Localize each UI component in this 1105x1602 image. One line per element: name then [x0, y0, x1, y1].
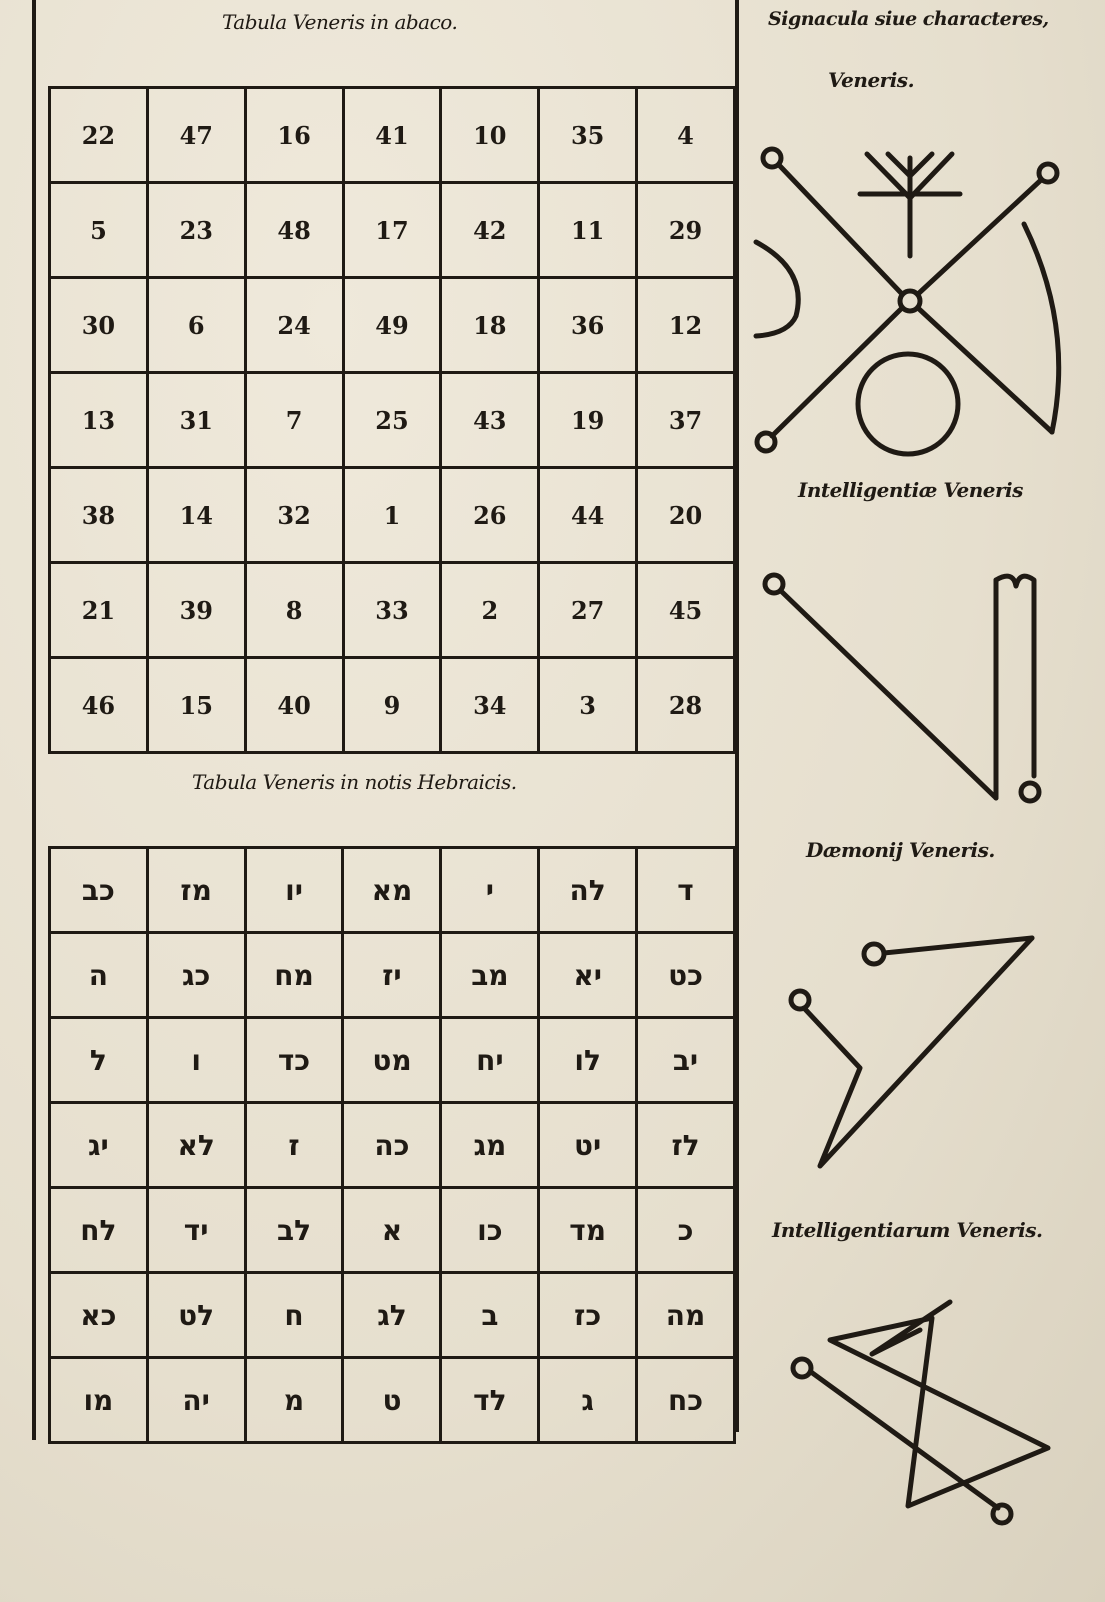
hebraic-cell: ג [539, 1358, 637, 1443]
abaco-row [50, 373, 735, 468]
intelligentiae-heading: Intelligentiæ Veneris [798, 478, 1023, 502]
hebraic-cell: כב [50, 848, 148, 933]
hebraic-cell: לט [147, 1273, 245, 1358]
hebraic-cell: ו [147, 1018, 245, 1103]
hebraic-cell: יא [539, 933, 637, 1018]
hebraic-cell: מח [245, 933, 343, 1018]
abaco-cell: 31 [147, 373, 245, 468]
abaco-cell: 4 [637, 88, 735, 183]
hebraic-row [50, 1018, 735, 1103]
abaco-row [50, 468, 735, 563]
hebraic-cell: מו [50, 1358, 148, 1443]
hebraic-cell: יח [441, 1018, 539, 1103]
hebraic-cell: כז [539, 1273, 637, 1358]
abaco-title: Tabula Veneris in abaco. [222, 10, 458, 34]
hebraic-row [50, 1188, 735, 1273]
abaco-cell: 43 [441, 373, 539, 468]
hebraic-cell: מא [343, 848, 441, 933]
abaco-cell: 11 [539, 183, 637, 278]
abaco-cell: 42 [441, 183, 539, 278]
hebraic-cell: כו [441, 1188, 539, 1273]
abaco-cell: 16 [245, 88, 343, 183]
abaco-cell: 28 [637, 658, 735, 753]
abaco-cell: 46 [50, 658, 148, 753]
hebraic-cell: כ [637, 1188, 735, 1273]
intelligences-seal-icon [790, 1296, 1070, 1546]
abaco-cell: 44 [539, 468, 637, 563]
hebraic-cell: ל [50, 1018, 148, 1103]
abaco-row [50, 658, 735, 753]
hebraic-cell: יז [343, 933, 441, 1018]
hebraic-row [50, 848, 735, 933]
abaco-cell: 33 [343, 563, 441, 658]
abaco-row [50, 183, 735, 278]
hebraic-cell: כא [50, 1273, 148, 1358]
abaco-cell: 23 [147, 183, 245, 278]
signacula-heading: Signacula siue characteres, [768, 8, 1049, 30]
hebraic-row [50, 933, 735, 1018]
hebraic-cell: מב [441, 933, 539, 1018]
daemonii-heading: Dæmonij Veneris. [806, 838, 995, 862]
hebraic-cell: לג [343, 1273, 441, 1358]
abaco-cell: 36 [539, 278, 637, 373]
abaco-row [50, 563, 735, 658]
abaco-cell: 12 [637, 278, 735, 373]
hebraic-row [50, 1273, 735, 1358]
hebraic-cell: לד [441, 1358, 539, 1443]
abaco-cell: 35 [539, 88, 637, 183]
hebraic-cell: כה [343, 1103, 441, 1188]
hebraic-cell: מד [539, 1188, 637, 1273]
hebraic-cell: יו [245, 848, 343, 933]
abaco-cell: 9 [343, 658, 441, 753]
abaco-cell: 37 [637, 373, 735, 468]
abaco-cell: 20 [637, 468, 735, 563]
abaco-cell: 26 [441, 468, 539, 563]
hebraic-cell: יד [147, 1188, 245, 1273]
hebraic-cell: ד [637, 848, 735, 933]
hebraic-cell: י [441, 848, 539, 933]
abaco-cell: 14 [147, 468, 245, 563]
hebraic-cell: מג [441, 1103, 539, 1188]
hebraic-row [50, 1103, 735, 1188]
abaco-cell: 40 [245, 658, 343, 753]
abaco-cell: 18 [441, 278, 539, 373]
abaco-cell: 38 [50, 468, 148, 563]
abaco-cell: 32 [245, 468, 343, 563]
abaco-cell: 2 [441, 563, 539, 658]
abaco-cell: 39 [147, 563, 245, 658]
abaco-cell: 34 [441, 658, 539, 753]
hebraic-cell: לב [245, 1188, 343, 1273]
hebraic-cell: א [343, 1188, 441, 1273]
hebraic-cell: יט [539, 1103, 637, 1188]
hebraic-cell: יה [147, 1358, 245, 1443]
abaco-cell: 13 [50, 373, 148, 468]
hebraic-cell: לז [637, 1103, 735, 1188]
abaco-cell: 22 [50, 88, 148, 183]
abaco-cell: 6 [147, 278, 245, 373]
hebraic-cell: מ [245, 1358, 343, 1443]
hebraic-cell: מז [147, 848, 245, 933]
hebraic-cell: יג [50, 1103, 148, 1188]
abaco-cell: 29 [637, 183, 735, 278]
hebraic-cell: מה [637, 1273, 735, 1358]
hebraic-cell: כח [637, 1358, 735, 1443]
hebraic-row [50, 1358, 735, 1443]
abaco-cell: 19 [539, 373, 637, 468]
abaco-cell: 8 [245, 563, 343, 658]
hebraic-cell: ב [441, 1273, 539, 1358]
abaco-cell: 7 [245, 373, 343, 468]
left-vertical-rule [32, 0, 36, 1440]
abaco-row [50, 88, 735, 183]
hebraic-cell: ח [245, 1273, 343, 1358]
hebraic-cell: לח [50, 1188, 148, 1273]
daemon-seal-icon [786, 930, 1056, 1190]
abaco-cell: 49 [343, 278, 441, 373]
abaco-cell: 1 [343, 468, 441, 563]
hebraic-cell: לו [539, 1018, 637, 1103]
abaco-cell: 45 [637, 563, 735, 658]
abaco-row [50, 278, 735, 373]
abaco-cell: 15 [147, 658, 245, 753]
abaco-cell: 25 [343, 373, 441, 468]
hebraic-cell: כד [245, 1018, 343, 1103]
abaco-cell: 27 [539, 563, 637, 658]
abaco-cell: 47 [147, 88, 245, 183]
abaco-cell: 24 [245, 278, 343, 373]
abaco-cell: 41 [343, 88, 441, 183]
hebraic-cell: כט [637, 933, 735, 1018]
intelligentiarum-heading: Intelligentiarum Veneris. [772, 1218, 1043, 1242]
abaco-cell: 17 [343, 183, 441, 278]
intelligence-seal-icon [758, 566, 1058, 816]
abaco-cell: 30 [50, 278, 148, 373]
abaco-cell: 21 [50, 563, 148, 658]
hebraic-title: Tabula Veneris in notis Hebraicis. [192, 770, 517, 794]
abaco-cell: 3 [539, 658, 637, 753]
hebraic-cell: ז [245, 1103, 343, 1188]
abaco-cell: 5 [50, 183, 148, 278]
hebraic-cell: לה [539, 848, 637, 933]
hebraic-cell: ט [343, 1358, 441, 1443]
abaco-cell: 10 [441, 88, 539, 183]
hebraic-cell: לא [147, 1103, 245, 1188]
hebraic-cell: ה [50, 933, 148, 1018]
abaco-cell: 48 [245, 183, 343, 278]
hebraic-table [48, 846, 736, 1444]
abaco-table [48, 86, 736, 754]
hebraic-cell: מט [343, 1018, 441, 1103]
veneris-heading: Veneris. [828, 68, 915, 92]
hebraic-cell: יב [637, 1018, 735, 1103]
venus-seal-icon [752, 146, 1072, 466]
hebraic-cell: כג [147, 933, 245, 1018]
